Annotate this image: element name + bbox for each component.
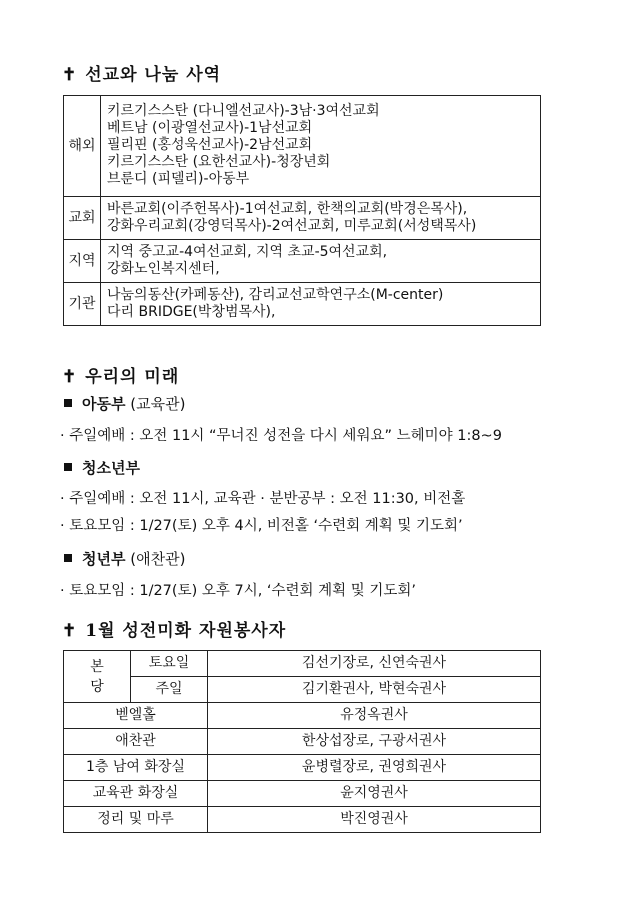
row-content: 지역 중고교-4여선교회, 지역 초교-5여선교회, 강화노인복지센터, (101, 240, 541, 283)
main-sanctuary-label: 본 당 (64, 651, 131, 703)
youth-saturday-line: · 토요모임 : 1/27(토) 오후 4시, 비전홀 ‘수련회 계획 및 기도회’ (60, 518, 463, 534)
names-cell: 윤병렬장로, 권영희권사 (208, 755, 541, 781)
children-dept-heading: 아동부 (교육관) (64, 393, 185, 414)
table-row (64, 807, 541, 833)
cross-icon: ✝ (62, 65, 78, 85)
cross-icon: ✝ (62, 367, 78, 387)
mission-table (63, 95, 541, 326)
table-row (64, 197, 541, 240)
row-label: 교회 (64, 197, 101, 240)
youth-dept-heading: 청소년부 (64, 457, 140, 478)
place-cell: 교육관 화장실 (64, 781, 208, 807)
table-row (64, 755, 541, 781)
mission-section-title: ✝ 선교와 나눔 사역 (62, 65, 222, 85)
table-row (64, 781, 541, 807)
table-row (64, 729, 541, 755)
table-row (64, 703, 541, 729)
names-cell: 유정옥권사 (208, 703, 541, 729)
young-adult-dept-heading: 청년부 (애찬관) (64, 548, 185, 569)
row-content: 키르기스스탄 (다니엘선교사)-3남·3여선교회 베트남 (이광열선교사)-1남선교회 필리핀 (홍성욱선교사)-2남선교회 키르기스스탄 (요한선교사)-청장년회 브룬디 (피델리)-아동부 (101, 96, 541, 197)
place-cell: 토요일 (131, 651, 208, 677)
row-label: 해외 (64, 96, 101, 197)
row-label: 지역 (64, 240, 101, 283)
youth-worship-line: · 주일예배 : 오전 11시, 교육관 · 분반공부 : 오전 11:30, 비전홀 (60, 491, 466, 507)
table-row (64, 240, 541, 283)
names-cell: 한상섭장로, 구광서권사 (208, 729, 541, 755)
square-bullet-icon (64, 554, 72, 562)
table-row (64, 677, 541, 703)
place-cell: 1층 남여 화장실 (64, 755, 208, 781)
table-row (64, 651, 541, 677)
row-label: 기관 (64, 283, 101, 326)
names-cell: 김선기장로, 신연숙권사 (208, 651, 541, 677)
place-cell: 애찬관 (64, 729, 208, 755)
row-content: 나눔의동산(카페동산), 감리교선교학연구소(M-center) 다리 BRIDGE(박창범목사), (101, 283, 541, 326)
square-bullet-icon (64, 463, 72, 471)
place-cell: 주일 (131, 677, 208, 703)
future-section-title: ✝ 우리의 미래 (62, 367, 180, 387)
names-cell: 박진영권사 (208, 807, 541, 833)
row-content: 바른교회(이주헌목사)-1여선교회, 한책의교회(박경은목사), 강화우리교회(강영덕목사)-2여선교회, 미루교회(서성택목사) (101, 197, 541, 240)
children-worship-line: · 주일예배 : 오전 11시 “무너진 성전을 다시 세워요” 느헤미야 1:8~9 (60, 428, 502, 444)
table-row (64, 96, 541, 197)
volunteer-section-title: ✝ 1월 성전미화 자원봉사자 (62, 621, 287, 641)
cross-icon: ✝ (62, 621, 78, 641)
table-row (64, 283, 541, 326)
square-bullet-icon (64, 399, 72, 407)
young-adult-saturday-line: · 토요모임 : 1/27(토) 오후 7시, ‘수련회 계획 및 기도회’ (60, 583, 417, 599)
place-cell: 벧엘홀 (64, 703, 208, 729)
place-cell: 정리 및 마루 (64, 807, 208, 833)
names-cell: 윤지영권사 (208, 781, 541, 807)
names-cell: 김기환권사, 박현숙권사 (208, 677, 541, 703)
volunteer-table (63, 650, 541, 833)
